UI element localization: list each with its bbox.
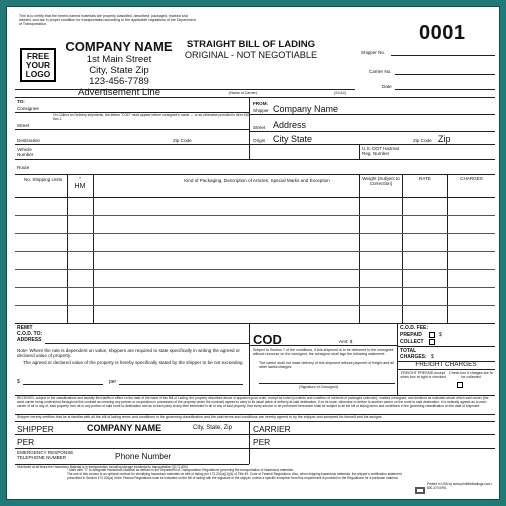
- collect-checkbox-text: Check box if charges are to be collected: [449, 371, 493, 380]
- cod-fee-label: C.O.D. FEE:: [400, 325, 429, 331]
- destination-label: Destination: [17, 138, 40, 143]
- received-text: RECEIVED, subject to the classifications and lawfully filed tariffs in effect on the date of the issue of this Bill of Lading, the property described above in apparent good order, except as noted (contents and condition of contents of packages unknown), marked consigned, and destined as indicated above which said carrier (the word carrier being understood throughout this contract as meaning any person or corporation in possession of the property under the contract) agrees to carry to its usual place of delivery at said destination, if on its route, otherwise to deliver to another carrier on the route to said destination. It is mutually agreed as to each carrier of all or any of, said property over all or any portion of said route to destination and as to each party at any time interested in all or any of said property, that every service to be performed hereunder shall be subject to all the bill of lading terms and conditions in the governing classification on the date of shipment.: [17, 396, 489, 408]
- total-dollar: $: [431, 354, 434, 360]
- monitored-note: Monitored at all times the Hazardous Material is in transportation including storage incidental to transportation (§172.604): [17, 465, 188, 469]
- bottom-city-value[interactable]: City, State, Zip: [193, 425, 232, 431]
- remit-address-field[interactable]: [45, 343, 249, 344]
- emergency-label: EMERGENCY RESPONSE TELEPHONE NUMBER: [17, 450, 74, 460]
- cod-amount-label: Amt: $: [339, 339, 353, 344]
- collect-checkbox[interactable]: [429, 339, 435, 345]
- shipper-value[interactable]: Company Name: [273, 104, 339, 114]
- table-row[interactable]: [15, 269, 495, 270]
- logo-line-2: YOUR: [25, 59, 51, 70]
- remit-label: REMIT: [17, 325, 33, 331]
- carrier-name-label: (Name of Carrier): [229, 91, 257, 95]
- from-street-value[interactable]: Address: [273, 120, 307, 130]
- bottom-per-label: PER: [17, 437, 35, 447]
- declared-value-dollar: $: [17, 379, 20, 385]
- printed-by-text: Printed in USA by www.printbillofladings.com • 800.370.0991: [427, 482, 493, 491]
- to-street-label: Street: [17, 123, 30, 128]
- company-street: 1st Main Street: [86, 54, 152, 65]
- freight-prepaid-text: FREIGHT PREPAID except when box at right is checked: [400, 371, 446, 380]
- bill-of-lading-form: [6, 6, 500, 500]
- consignor-signature-field[interactable]: [259, 383, 395, 384]
- certify-text: Shipper hereby certifies that he is familiar with all the bill of lading terms and conditions in the governing classification and the said terms and conditions are hereby agreed to by the shipper and accepted for himself and his assigns.: [17, 415, 383, 419]
- prepaid-label: PREPAID: [400, 332, 422, 338]
- from-zip-label: Zip Code: [413, 138, 432, 143]
- value-note: Note- Where the rate is dependent on value, shippers are required to state specifically in writing the agreed or declared value of property.: [17, 348, 240, 358]
- freight-charges-title: FREIGHT CHARGES: [415, 361, 477, 368]
- declared-value-field[interactable]: [23, 384, 103, 385]
- value-note-2: The agreed or declared value of the property is hereby specifically stated by the shipper to be not exceeding: [23, 360, 243, 365]
- cod-label: COD: [253, 332, 282, 347]
- printer-logo-icon: [415, 481, 425, 488]
- company-ad-line: Advertisement Line: [77, 87, 161, 98]
- consignee-label: Consignee: [17, 106, 39, 111]
- date-label: Date: [382, 84, 392, 89]
- date-field[interactable]: [395, 89, 495, 90]
- cod-fee-dollar: $: [439, 332, 442, 338]
- form-title-block: [181, 39, 321, 60]
- shipper-no-field[interactable]: [391, 55, 495, 56]
- address-label: ADDRESS: [17, 337, 42, 343]
- total-label: TOTAL: [400, 348, 417, 354]
- freight-collect-checkbox[interactable]: [457, 382, 463, 388]
- form-subtitle: ORIGINAL - NOT NEGOTIABLE: [184, 50, 318, 60]
- collect-label: COLLECT: [400, 339, 424, 345]
- logo-line-3: LOGO: [25, 68, 51, 79]
- to-street-field[interactable]: [15, 129, 249, 130]
- prepaid-checkbox[interactable]: [429, 332, 435, 338]
- units-header: No. Shipping Units: [23, 177, 63, 182]
- table-row[interactable]: [15, 215, 495, 216]
- rate-header: RATE: [419, 176, 431, 181]
- bottom-shipper-label: SHIPPER: [17, 424, 54, 434]
- cod-note: On Collect on Delivery shipments, the letters "COD" must appear before consignee's name — or as otherwise provided in Item 430, Sec.1: [53, 113, 251, 122]
- from-label: FROM:: [253, 101, 269, 106]
- section7-text: Subject to Section 7 of the conditions, if this shipment is to be delivered to the consignee without recourse on the consignor, the consignor shall sign the following statement:: [253, 348, 394, 357]
- origin-label: Origin: [253, 138, 266, 143]
- origin-value[interactable]: City State: [273, 134, 313, 144]
- route-label: Route: [17, 165, 30, 170]
- company-phone: 123-456-7789: [89, 76, 149, 87]
- from-zip-value[interactable]: Zip: [438, 134, 451, 144]
- form-title: STRAIGHT BILL OF LADING: [186, 39, 316, 50]
- table-row[interactable]: [15, 287, 495, 288]
- from-street-label: Street: [253, 125, 266, 130]
- footnote-1: * Mark with "X" to designate Hazardous Material as defined in the Department of Transportation Regulations governing the transportation of hazardous materials.: [67, 468, 294, 472]
- shipper-no-label: Shipper No.: [361, 50, 386, 55]
- table-row[interactable]: [15, 305, 495, 306]
- bottom-carrier-label: CARRIER: [253, 424, 291, 434]
- reg-number-label: Reg. Number: [362, 151, 390, 156]
- table-header-divider: [15, 197, 495, 198]
- route-field[interactable]: [15, 174, 495, 175]
- carrier-no-field[interactable]: [395, 74, 495, 75]
- emergency-phone-value[interactable]: Phone Number: [115, 451, 172, 461]
- carrier-no-label: Carrier No.: [369, 69, 392, 74]
- vehicle-number-label: Number: [17, 152, 34, 157]
- hm-header: HM: [74, 183, 86, 190]
- scac-label: (SCAC): [334, 91, 347, 95]
- top-notice: This is to certify that the herein-named materials are properly classified, described, packaged, marked and labeled, and are in proper condition for transportation according to the applicable regulations of the Department of Transportation.: [19, 14, 196, 27]
- total-charges-label: CHARGES:: [400, 354, 427, 360]
- weight-header: Weight (Subject to Correction): [362, 176, 400, 186]
- vehicle-label: Vehicle: [17, 147, 32, 152]
- cod-to-label: C.O.D. TO:: [17, 331, 43, 337]
- hazmat-label: U.S. DOT Hazmat: [362, 146, 399, 151]
- company-city: City, State Zip: [89, 65, 149, 76]
- company-name: COMPANY NAME: [65, 39, 173, 54]
- footnote-2: The use of this column is an optional method for identifying hazardous materials on bills of lading per 172.201(a)(1)(iii) of Title 49, Code of Federal Regulations. Also, when shipping hazardous materials, the shipper's certification statement prescribed in Section 172.204(a) of the Federal Regulations must be indicated on the bill of lading with the signature of the shipper, unless a specific exception from this requirement is provided in the Regulations for a particular material.: [67, 472, 402, 480]
- section7-text-2: The carrier shall not make delivery of this shipment without payment of freight and all other lawful charges.: [259, 361, 394, 370]
- declared-per-field[interactable]: [119, 384, 243, 385]
- to-label: TO:: [17, 99, 25, 104]
- shipper-label: Shipper: [253, 108, 269, 113]
- hm-star-header: *: [79, 176, 81, 181]
- bottom-carrier-per-label: PER: [253, 437, 271, 447]
- bottom-shipper-value[interactable]: COMPANY NAME: [87, 423, 162, 433]
- to-zip-label: Zip Code: [173, 138, 192, 143]
- table-row[interactable]: [15, 251, 495, 252]
- description-header: Kind of Packaging, Description of Articles, Special Marks and Exception: [184, 178, 330, 183]
- charges-header: CHARGES: [460, 176, 483, 181]
- signature-label: (Signature of Consignor): [299, 385, 339, 389]
- carrier-name-field[interactable]: [15, 89, 355, 90]
- declared-per-label: per: [109, 379, 117, 385]
- destination-field[interactable]: [15, 144, 249, 145]
- table-row[interactable]: [15, 233, 495, 234]
- logo-line-1: FREE: [26, 50, 50, 61]
- form-number: 0001: [419, 22, 466, 44]
- logo-placeholder: [20, 48, 56, 82]
